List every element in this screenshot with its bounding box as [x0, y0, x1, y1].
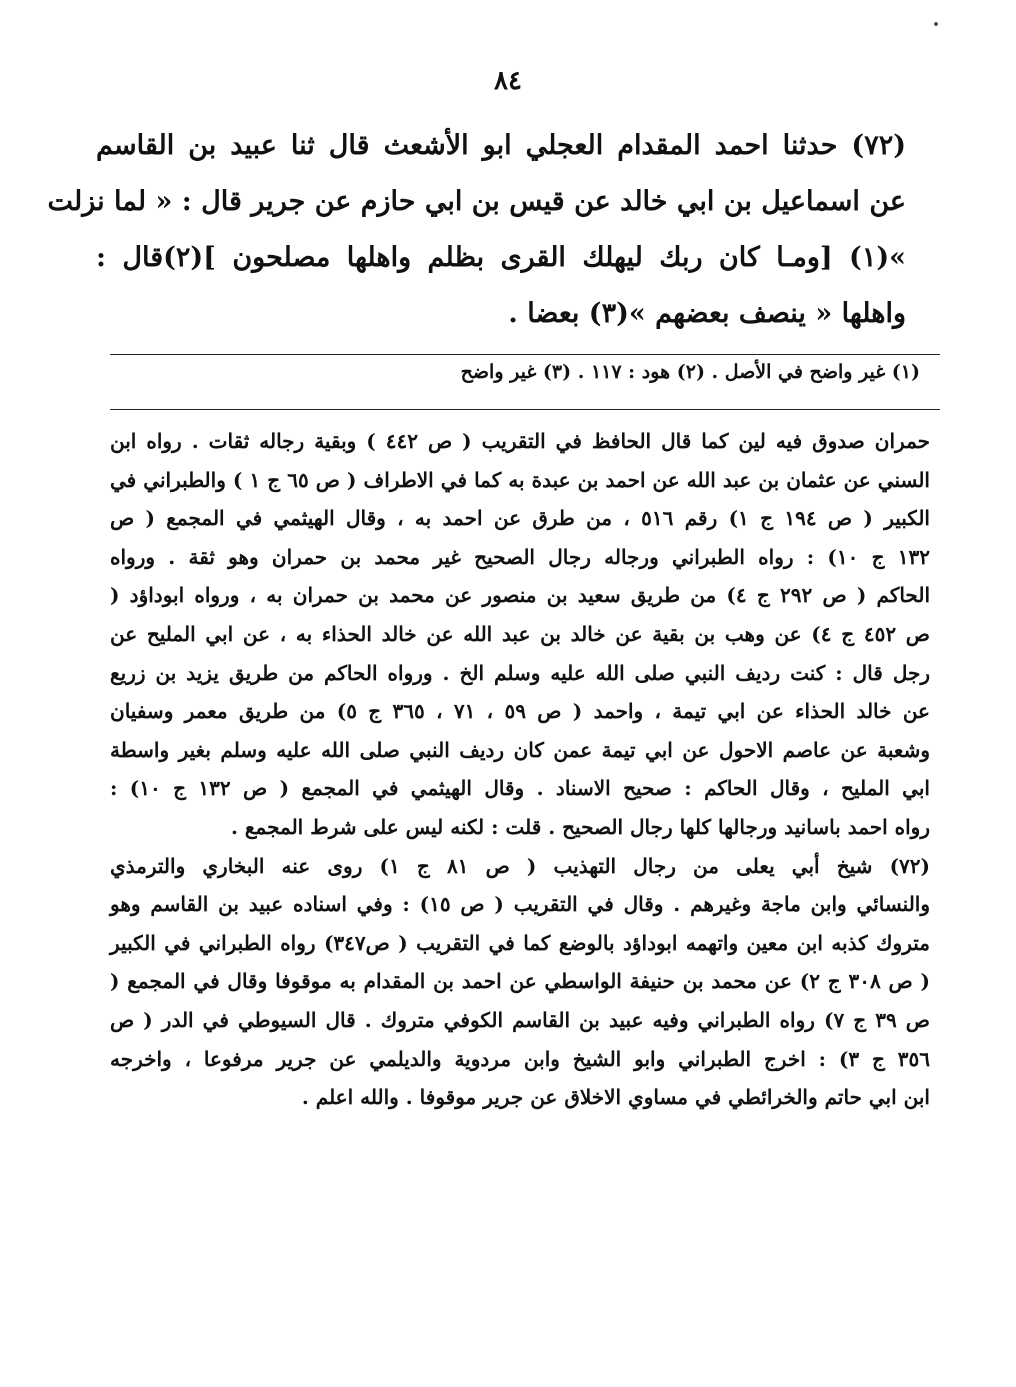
scan-speck [934, 22, 938, 26]
commentary-line: رواه احمد باسانيد ورجالها كلها رجال الصحيح . قلت : لكنه ليس على شرط المجمع . [230, 814, 930, 839]
separator-rule-top [110, 354, 940, 355]
separator-rule-bottom [110, 409, 940, 410]
commentary [110, 422, 930, 1117]
commentary-line: حمران صدوق فيه لين كما قال الحافظ في التقريب ( ص ٤٤٢ ) وبقية رجاله ثقات . رواه ابن [110, 429, 930, 453]
commentary-line: الكبير ( ص ١٩٤ ج ١) رقم ٥١٦ ، من طرق عن احمد به ، وقال الهيثمي في المجمع ( ص [110, 506, 930, 531]
commentary-line: متروك كذبه ابن معين واتهمه ابوداؤد بالوضع كما في التقريب ( ص٣٤٧) رواه الطبراني في الكبير [110, 930, 930, 955]
commentary-line: رجل قال : كنت رديف النبي صلى الله عليه وسلم الخ . ورواه الحاكم من طريق يزيد بن زريع [110, 660, 930, 685]
commentary-line: الحاكم ( ص ٢٩٢ ج ٤) من طريق سعيد بن منصور عن محمد بن حمران به ، ورواه ابوداؤد ( [110, 583, 930, 608]
commentary-line: عن خالد الحذاء عن ابي تيمة ، واحمد ( ص ٥٩ ، ٧١ ، ٣٦٥ ج ٥) من طريق معمر وسفيان [110, 699, 930, 724]
commentary-line: ابن ابي حاتم والخرائطي في مساوي الاخلاق عن جرير موقوفا . والله اعلم . [301, 1085, 930, 1110]
main-text-line: واهلها « ينصف بعضهم »(٣) بعضا . [508, 298, 906, 329]
main-text-line: (٧٢) حدثنا احمد المقدام العجلي ابو الأشعث قال ثنا عبيد بن القاسم [96, 130, 906, 161]
commentary-line: ٣٥٦ ج ٣) : اخرج الطبراني وابو الشيخ وابن مردوية والديلمي عن جرير مرفوعا ، واخرجه [110, 1046, 931, 1071]
commentary-line: ابي المليح ، وقال الحاكم : صحيح الاسناد . وقال الهيثمي في المجمع ( ص ١٣٢ ج ١٠) : [110, 776, 930, 801]
commentary-line: (٧٢) شيخ أبي يعلى من رجال التهذيب ( ص ٨١ ج ١) روى عنه البخاري والترمذي [110, 853, 930, 878]
main-text [47, 118, 906, 342]
commentary-line: ( ص ٣٠٨ ج ٢) عن محمد بن حنيفة الواسطي عن احمد بن المقدام به موقوفا وقال في المجمع ( [110, 969, 930, 994]
commentary-line: والنسائي وابن ماجة وغيرهم . وقال في التقريب ( ص ١٥) : وفي اسناده عبيد بن القاسم وهو [110, 892, 931, 917]
commentary-line: ١٣٢ ج ١٠) : رواه الطبراني ورجاله رجال الصحيح غير محمد بن حمران وهو ثقة . ورواه [110, 544, 930, 569]
main-text-line: عن اسماعيل بن ابي خالد عن قيس بن ابي حازم عن جرير قال : « لما نزلت [47, 186, 906, 217]
page-number: ٨٤ [494, 66, 522, 96]
commentary-line: ص ٤٥٢ ج ٤) عن وهب بن بقية عن خالد بن عبد الله عن خالد الحذاء به ، عن ابي المليح عن [110, 621, 930, 646]
main-text-line: »(١) [ومـا كان ربك ليهلك القرى بظلم واهلها مصلحون ](٢)قال : [96, 242, 906, 273]
commentary-line: ص ٣٩ ج ٧) رواه الطبراني وفيه عبيد بن القاسم الكوفي متروك . قال السيوطي في الدر ( ص [110, 1007, 930, 1032]
marginal-notes: (١) غير واضح في الأصل . (٢) هود : ١١٧ . (٣) غير واضح [460, 361, 920, 383]
commentary-line: وشعبة عن عاصم الاحول عن ابي تيمة عمن كان رديف النبي صلى الله عليه وسلم بغير واسطة [110, 737, 930, 762]
commentary-line: السني عن عثمان بن عبد الله عن احمد بن عبدة به كما في الاطراف ( ص ٦٥ ج ١ ) والطبراني في [110, 467, 930, 492]
